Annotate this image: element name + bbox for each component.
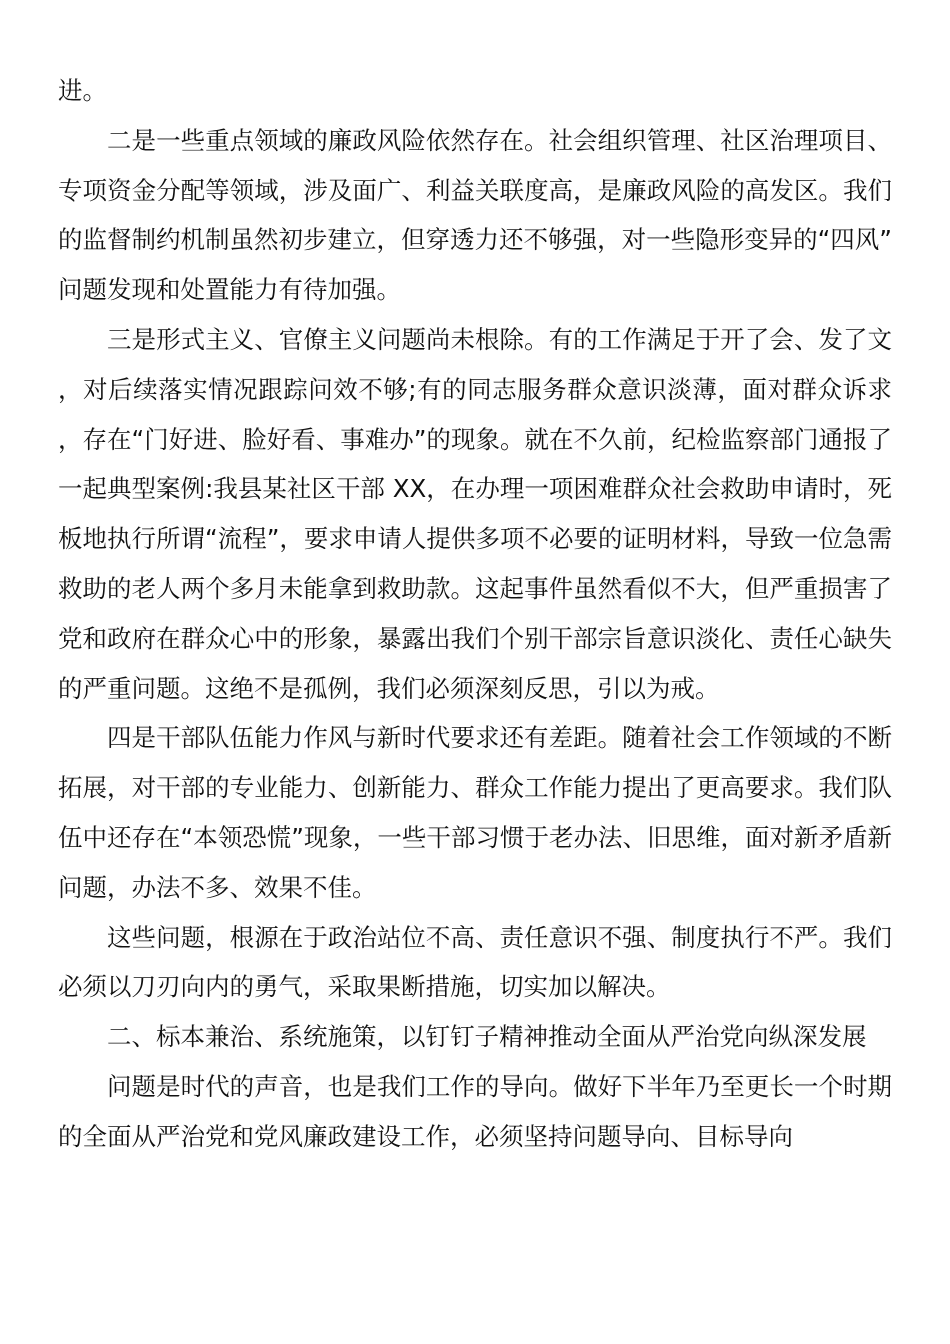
section-heading: 二、标本兼治、系统施策，以钉钉子精神推动全面从严治党向纵深发展 <box>107 1022 867 1052</box>
document-body <box>58 66 892 1162</box>
paragraph-point-4: 四是干部队伍能力作风与新时代要求还有差距。随着社会工作领域的不断拓展，对干部的专业能力、创新能力、群众工作能力提出了更高要求。我们队伍中还存在“本领恐慌”现象，一些干部习惯于老办法、旧思维，面对新矛盾新问题，办法不多、效果不佳。 <box>58 723 892 902</box>
paragraph-point-3: 三是形式主义、官僚主义问题尚未根除。有的工作满足于开了会、发了文，对后续落实情况跟踪问效不够;有的同志服务群众意识淡薄，面对群众诉求，存在“门好进、脸好看、事难办”的现象。就在不久前，纪检监察部门通报了一起典型案例:我县某社区干部 XX，在办理一项困难群众社会救助申请时，死板地执行所谓“流程”，要求申请人提供多项不必要的证明材料，导致一位急需救助的老人两个多月未能拿到救助款。这起事件虽然看似不大，但严重损害了党和政府在群众心中的形象，暴露出我们个别干部宗旨意识淡化、责任心缺失的严重问题。这绝不是孤例，我们必须深刻反思，引以为戒。 <box>58 324 892 703</box>
paragraph-continuation: 进。 <box>58 76 107 105</box>
paragraph-intro: 问题是时代的声音，也是我们工作的导向。做好下半年乃至更长一个时期的全面从严治党和党风廉政建设工作，必须坚持问题导向、目标导向 <box>58 1071 892 1151</box>
paragraph-root-cause: 这些问题，根源在于政治站位不高、责任意识不强、制度执行不严。我们必须以刀刃向内的勇气，采取果断措施，切实加以解决。 <box>58 922 892 1002</box>
paragraph-point-2: 二是一些重点领域的廉政风险依然存在。社会组织管理、社区治理项目、专项资金分配等领域，涉及面广、利益关联度高，是廉政风险的高发区。我们的监督制约机制虽然初步建立，但穿透力还不够强，对一些隐形变异的“四风”问题发现和处置能力有待加强。 <box>58 125 892 305</box>
